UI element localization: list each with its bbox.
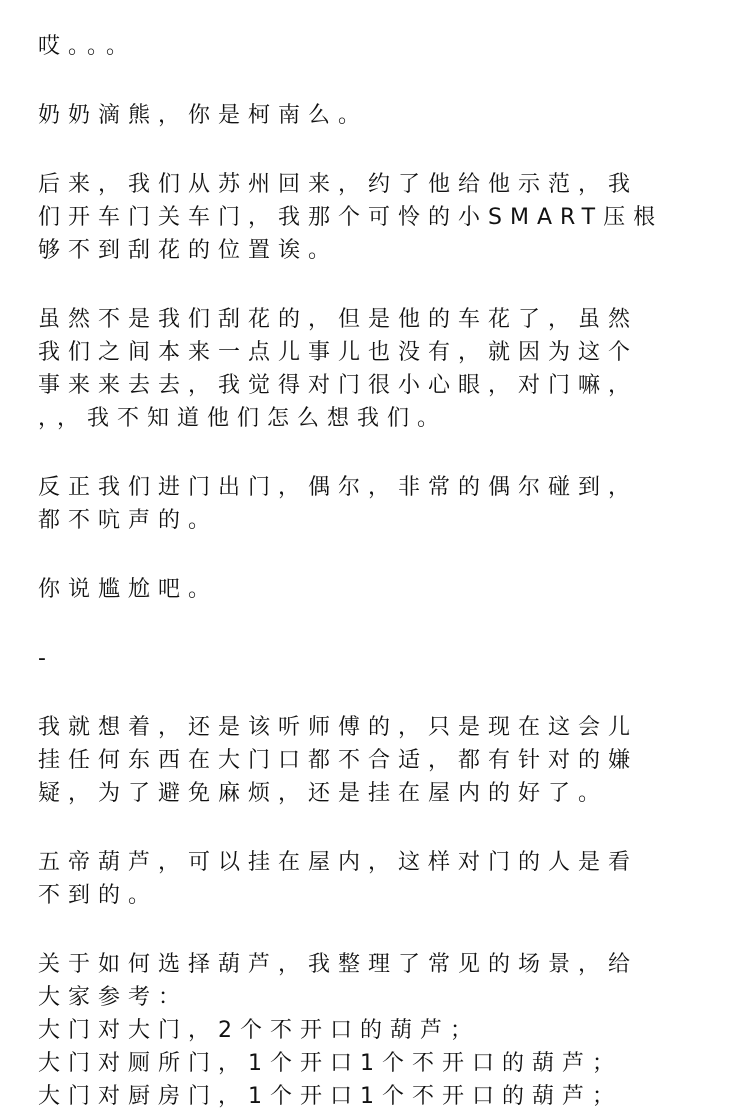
list-item: 大门对大门，2个不开口的葫芦； xyxy=(38,1018,480,1043)
text-line: 都不吭声的。 xyxy=(38,508,219,533)
paragraph-scratch xyxy=(38,303,714,435)
text-line: 挂任何东西在大门口都不合适，都有针对的嫌 xyxy=(38,748,639,773)
list-item: 大门对厕所门，1个开口1个不开口的葫芦； xyxy=(38,1051,622,1076)
paragraph-awkward xyxy=(38,573,714,606)
paragraph-gourd-guide xyxy=(38,948,714,1113)
text-line: 我就想着，还是该听师傅的，只是现在这会儿 xyxy=(38,715,639,740)
paragraph-master xyxy=(38,711,714,810)
text-line: 哎。。。 xyxy=(38,34,137,59)
text-line: 疑，为了避免麻烦，还是挂在屋内的好了。 xyxy=(38,781,609,806)
paragraph-gourd xyxy=(38,846,714,912)
list-item: 大门对厨房门，1个开口1个不开口的葫芦； xyxy=(38,1084,622,1109)
text-line: - xyxy=(38,646,46,671)
text-line: 不到的。 xyxy=(38,883,159,908)
text-line: 后来，我们从苏州回来，约了他给他示范，我 xyxy=(38,172,639,197)
section-divider xyxy=(38,642,714,675)
paragraph-suzhou xyxy=(38,168,714,267)
text-line: 反正我们进门出门，偶尔，非常的偶尔碰到， xyxy=(38,475,639,500)
paragraph-sigh xyxy=(38,30,714,63)
text-line: ，，我不知道他们怎么想我们。 xyxy=(38,406,448,431)
text-line: 够不到刮花的位置诶。 xyxy=(38,238,339,263)
text-line: 事来来去去，我觉得对门很小心眼，对门嘛， xyxy=(38,373,639,398)
paragraph-conan xyxy=(38,99,714,132)
text-line: 五帝葫芦，可以挂在屋内，这样对门的人是看 xyxy=(38,850,639,875)
text-line: 你说尴尬吧。 xyxy=(38,577,219,602)
text-line: 关于如何选择葫芦，我整理了常见的场景，给 xyxy=(38,952,639,977)
article-body xyxy=(38,30,714,1113)
text-line: 奶奶滴熊，你是柯南么。 xyxy=(38,103,369,128)
text-line: 大家参考： xyxy=(38,985,189,1010)
text-line: 我们之间本来一点儿事儿也没有，就因为这个 xyxy=(38,340,639,365)
text-line: 们开车门关车门，我那个可怜的小SMART压根 xyxy=(38,205,664,230)
text-line: 虽然不是我们刮花的，但是他的车花了，虽然 xyxy=(38,307,639,332)
paragraph-door xyxy=(38,471,714,537)
